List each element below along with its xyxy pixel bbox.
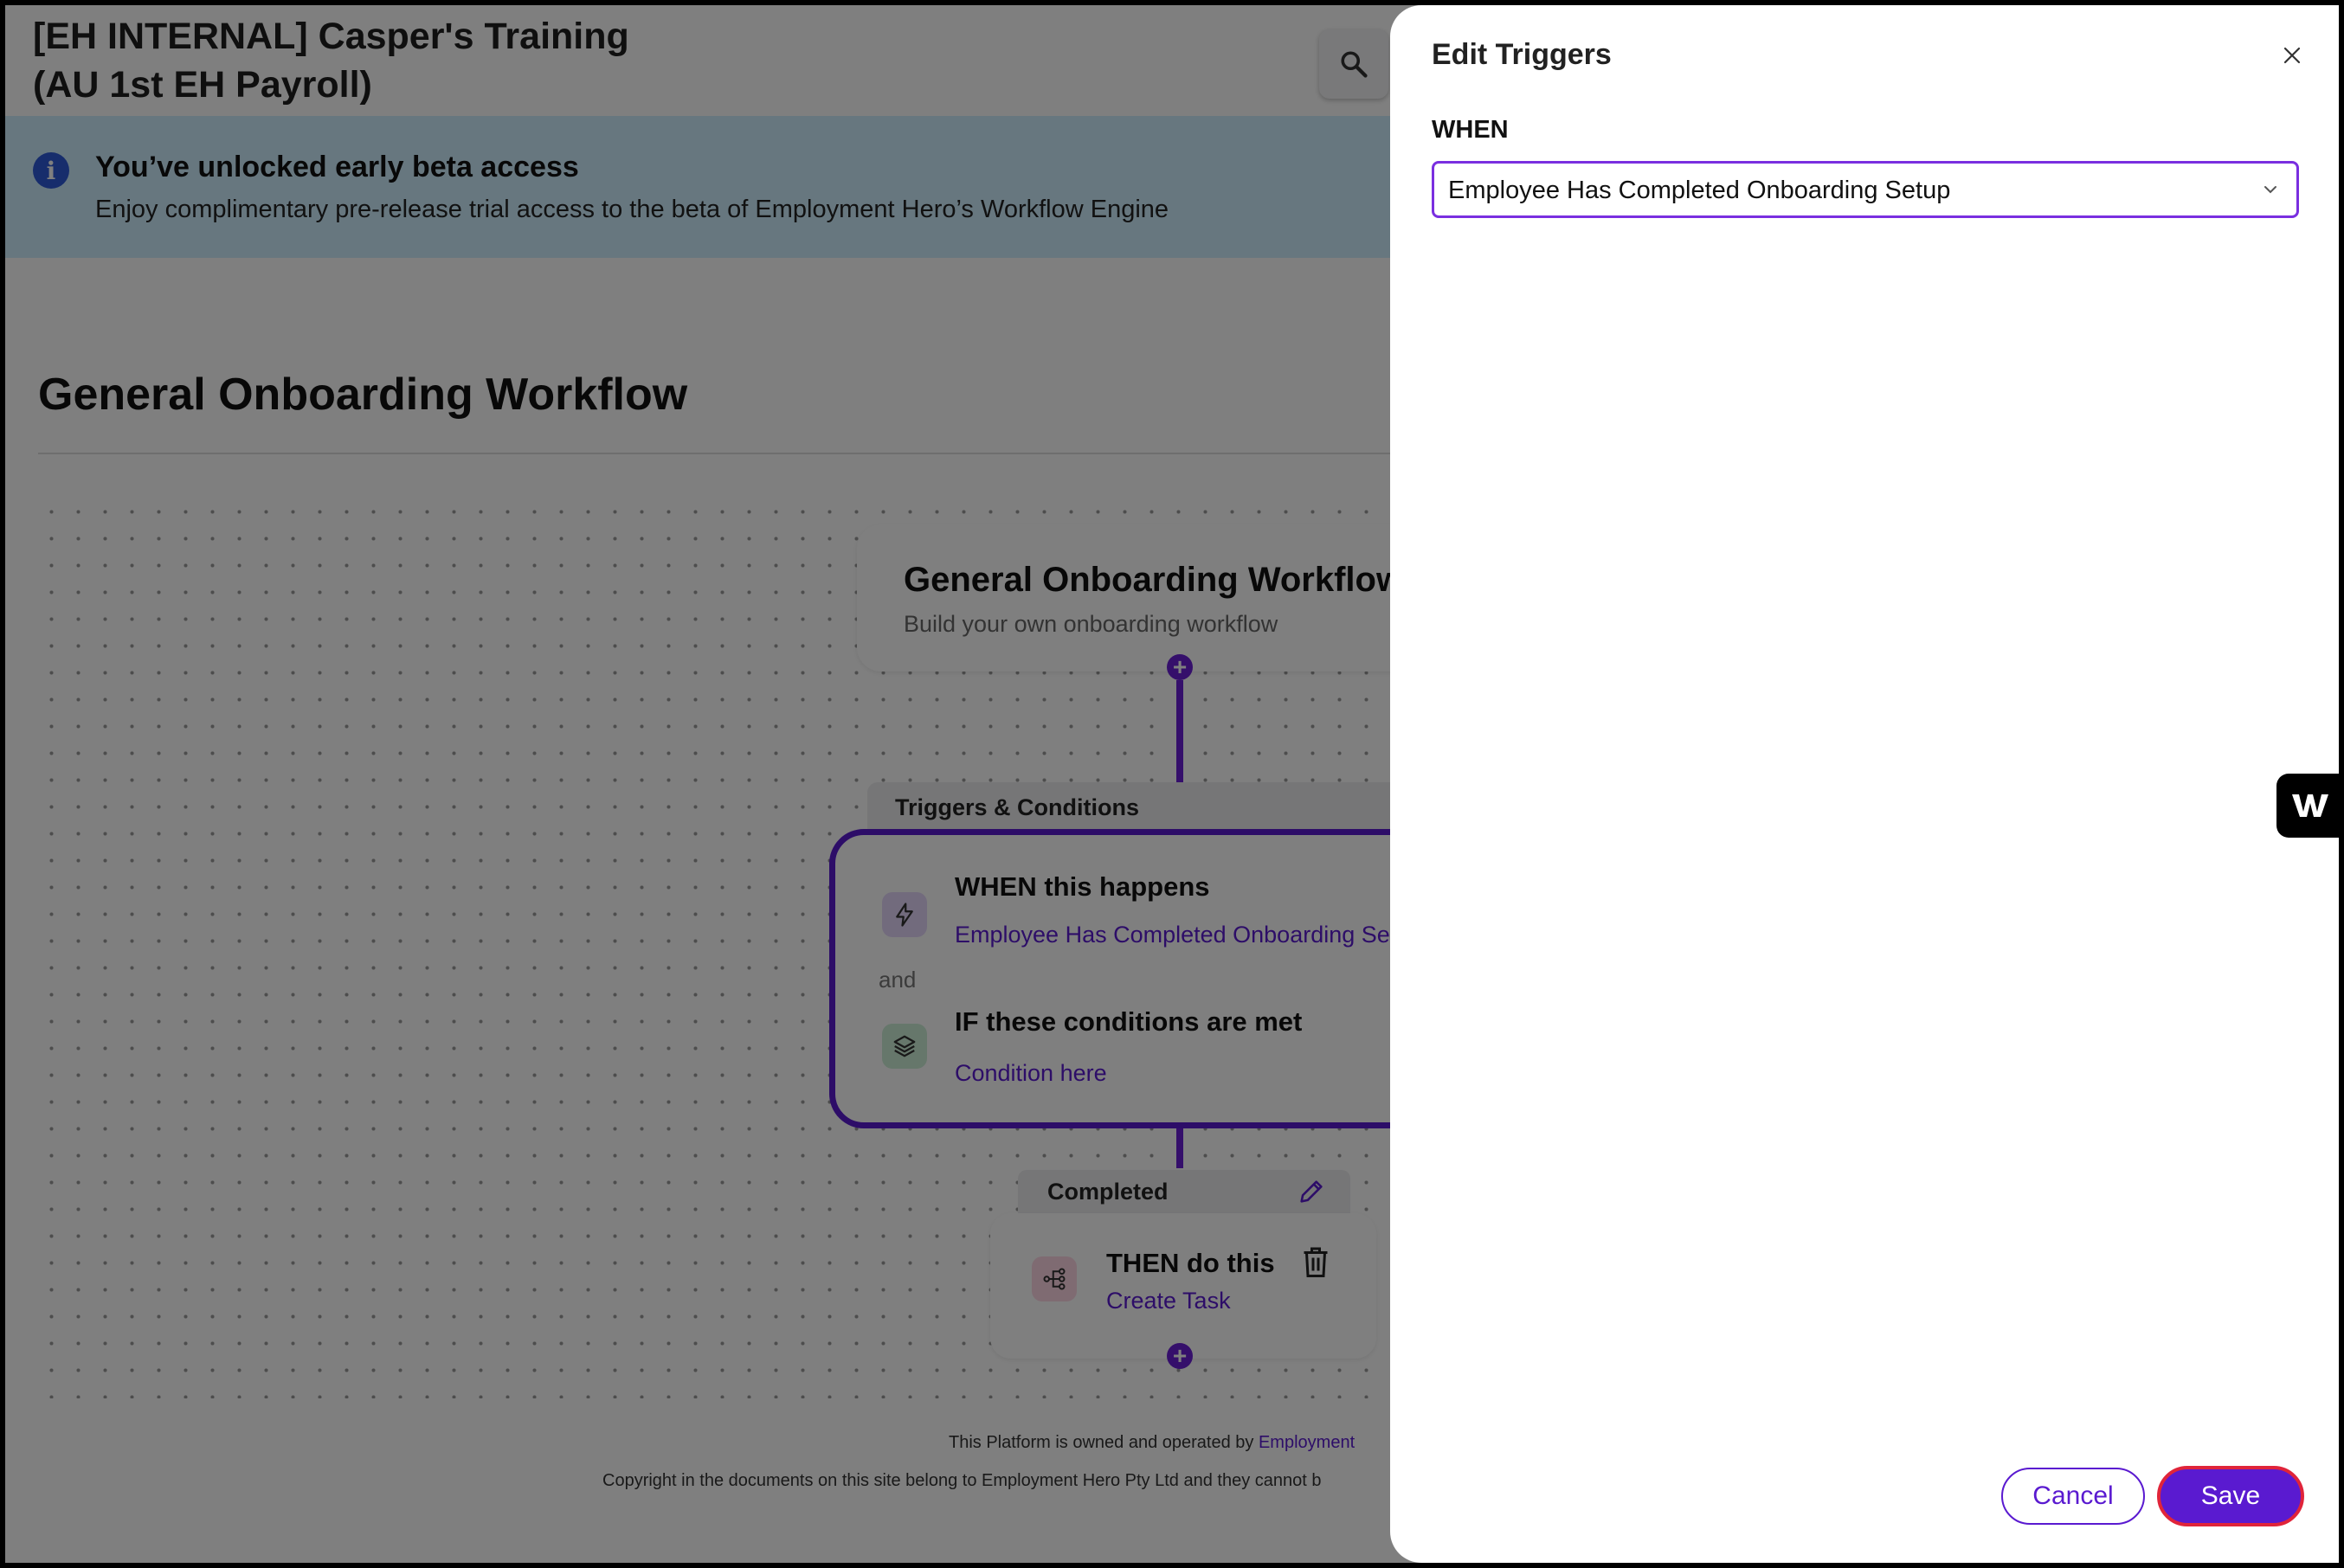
panel-title: Edit Triggers	[1432, 38, 1612, 71]
logo-w-icon	[2290, 791, 2330, 820]
cancel-button[interactable]: Cancel	[2001, 1468, 2145, 1525]
edit-triggers-panel	[1390, 5, 2339, 1563]
trigger-select-value: Employee Has Completed Onboarding Setup	[1448, 177, 1951, 204]
close-button[interactable]	[2276, 40, 2308, 71]
close-icon	[2282, 45, 2302, 66]
employment-hero-logo-button[interactable]	[2276, 774, 2344, 838]
when-label: WHEN	[1432, 116, 1509, 144]
chevron-down-icon	[2260, 179, 2281, 200]
trigger-select[interactable]	[1432, 161, 2299, 218]
save-button[interactable]: Save	[2157, 1466, 2304, 1526]
